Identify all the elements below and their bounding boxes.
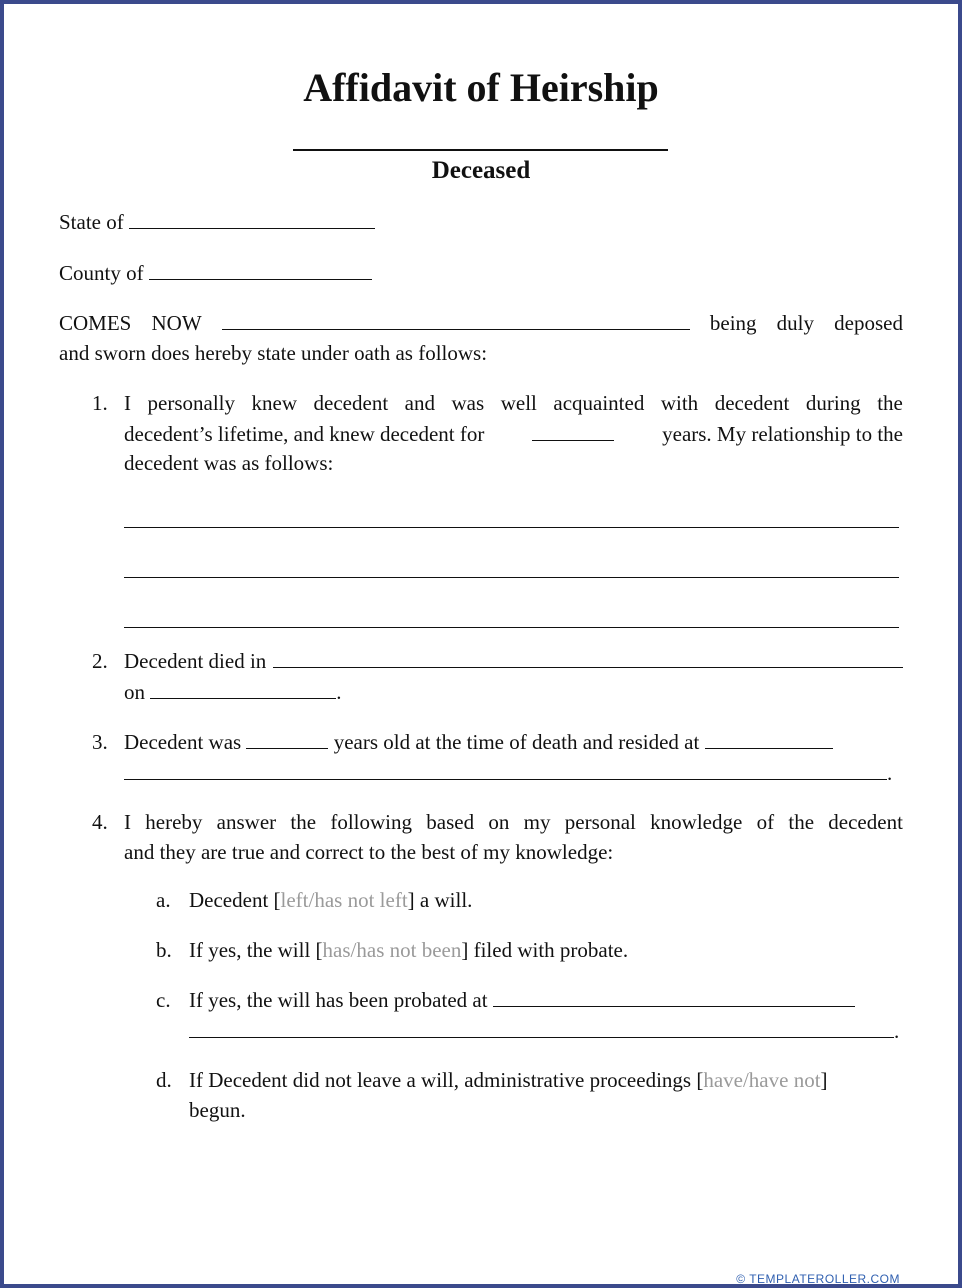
- footer-watermark[interactable]: © TEMPLATEROLLER.COM: [736, 1272, 900, 1284]
- comes-now-row: [59, 308, 903, 338]
- word: based: [426, 810, 475, 834]
- being-word: being: [709, 311, 757, 335]
- item-1-line1: [124, 388, 903, 418]
- subitem-b-before: If yes, the will [: [189, 938, 323, 962]
- subitem-c-line1: [189, 985, 855, 1015]
- state-blank[interactable]: [129, 210, 375, 229]
- residence-blank-2[interactable]: [124, 761, 887, 780]
- item-2-line2: [124, 677, 342, 707]
- county-label: County of: [59, 261, 144, 285]
- item-3-line1: [124, 727, 833, 757]
- word: the: [877, 391, 903, 415]
- subitem-d-after: ]: [820, 1068, 828, 1092]
- state-label: State of: [59, 210, 124, 234]
- item-2-line1: [124, 646, 903, 676]
- county-row: [59, 258, 372, 288]
- word: my: [523, 810, 551, 834]
- subitem-d-line2: begun.: [189, 1098, 246, 1122]
- probate-location-blank-2[interactable]: [189, 1019, 894, 1038]
- period: .: [336, 680, 342, 704]
- document-subtitle: Deceased: [431, 157, 531, 184]
- subitem-d-line1: [189, 1065, 828, 1095]
- word: the: [290, 810, 317, 834]
- deposed-word: deposed: [834, 311, 903, 335]
- comes-word: COMES: [59, 311, 132, 335]
- period: .: [887, 761, 893, 785]
- death-date-blank[interactable]: [150, 680, 336, 699]
- item-1-text: years. My relationship to the: [662, 422, 903, 446]
- item-3-text: years old at the time of death and resided at: [333, 730, 700, 754]
- subitem-a-letter: a.: [156, 888, 171, 912]
- item-4-line2: and they are true and correct to the best of my knowledge:: [124, 840, 614, 864]
- subitem-a-after: ] a will.: [407, 888, 473, 912]
- word: I: [124, 810, 131, 834]
- residence-blank[interactable]: [705, 730, 833, 749]
- document-title: Affidavit of Heirship: [303, 65, 659, 110]
- word: and: [404, 391, 435, 415]
- word: decedent: [714, 391, 790, 415]
- item-3-number: 3.: [92, 730, 108, 754]
- comes-now-line2: and sworn does hereby state under oath as follows:: [59, 341, 488, 365]
- word: I: [124, 391, 131, 415]
- word: on: [488, 810, 510, 834]
- word: was: [451, 391, 485, 415]
- item-3-text: Decedent was: [124, 730, 242, 754]
- subitem-b-after: ] filed with probate.: [461, 938, 629, 962]
- item-1-text: decedent’s lifetime, and knew decedent for: [124, 422, 485, 446]
- word: personal: [564, 810, 636, 834]
- item-4-number: 4.: [92, 810, 108, 834]
- word: personally: [147, 391, 235, 415]
- subitem-c-letter: c.: [156, 988, 171, 1012]
- years-known-blank[interactable]: [532, 422, 614, 441]
- subitem-b-text: [189, 935, 628, 965]
- item-2-on: on: [124, 680, 145, 704]
- word: well: [500, 391, 537, 415]
- word: of: [756, 810, 775, 834]
- county-blank[interactable]: [149, 261, 372, 280]
- word: answer: [216, 810, 277, 834]
- subitem-c-line2: [189, 1016, 899, 1046]
- word: decedent: [828, 810, 903, 834]
- probate-filed-option[interactable]: has/has not been: [322, 938, 462, 962]
- document-page: [4, 4, 958, 1284]
- word: acquainted: [553, 391, 645, 415]
- item-4-line1: [124, 807, 903, 837]
- item-2-text: Decedent died in: [124, 649, 267, 673]
- probate-location-blank[interactable]: [493, 988, 855, 1007]
- subitem-c-text: If yes, the will has been probated at: [189, 988, 488, 1012]
- word: knew: [251, 391, 298, 415]
- will-left-option[interactable]: left/has not left: [280, 888, 408, 912]
- state-row: [59, 207, 375, 237]
- subitem-d-before: If Decedent did not leave a will, administrative proceedings [: [189, 1068, 704, 1092]
- affiant-name-blank[interactable]: [222, 311, 690, 330]
- subitem-d-letter: d.: [156, 1068, 172, 1092]
- relationship-line-1[interactable]: [124, 527, 899, 528]
- proceedings-option[interactable]: have/have not: [703, 1068, 821, 1092]
- word: the: [788, 810, 815, 834]
- word: decedent: [313, 391, 389, 415]
- period: .: [894, 1019, 900, 1043]
- subitem-b-letter: b.: [156, 938, 172, 962]
- duly-word: duly: [776, 311, 815, 335]
- item-2-number: 2.: [92, 649, 108, 673]
- now-word: NOW: [151, 311, 202, 335]
- item-1-number: 1.: [92, 391, 108, 415]
- relationship-line-2[interactable]: [124, 577, 899, 578]
- relationship-line-3[interactable]: [124, 627, 899, 628]
- death-place-blank[interactable]: [273, 649, 903, 668]
- deceased-name-blank[interactable]: [293, 149, 668, 151]
- word: with: [660, 391, 699, 415]
- item-1-line2: [124, 419, 903, 449]
- word: knowledge: [650, 810, 743, 834]
- word: during: [805, 391, 861, 415]
- word: hereby: [145, 810, 203, 834]
- item-3-line2: [124, 758, 892, 788]
- age-blank[interactable]: [246, 730, 328, 749]
- word: following: [330, 810, 413, 834]
- subitem-a-text: [189, 885, 472, 915]
- item-1-line3: decedent was as follows:: [124, 451, 334, 475]
- subitem-a-before: Decedent [: [189, 888, 281, 912]
